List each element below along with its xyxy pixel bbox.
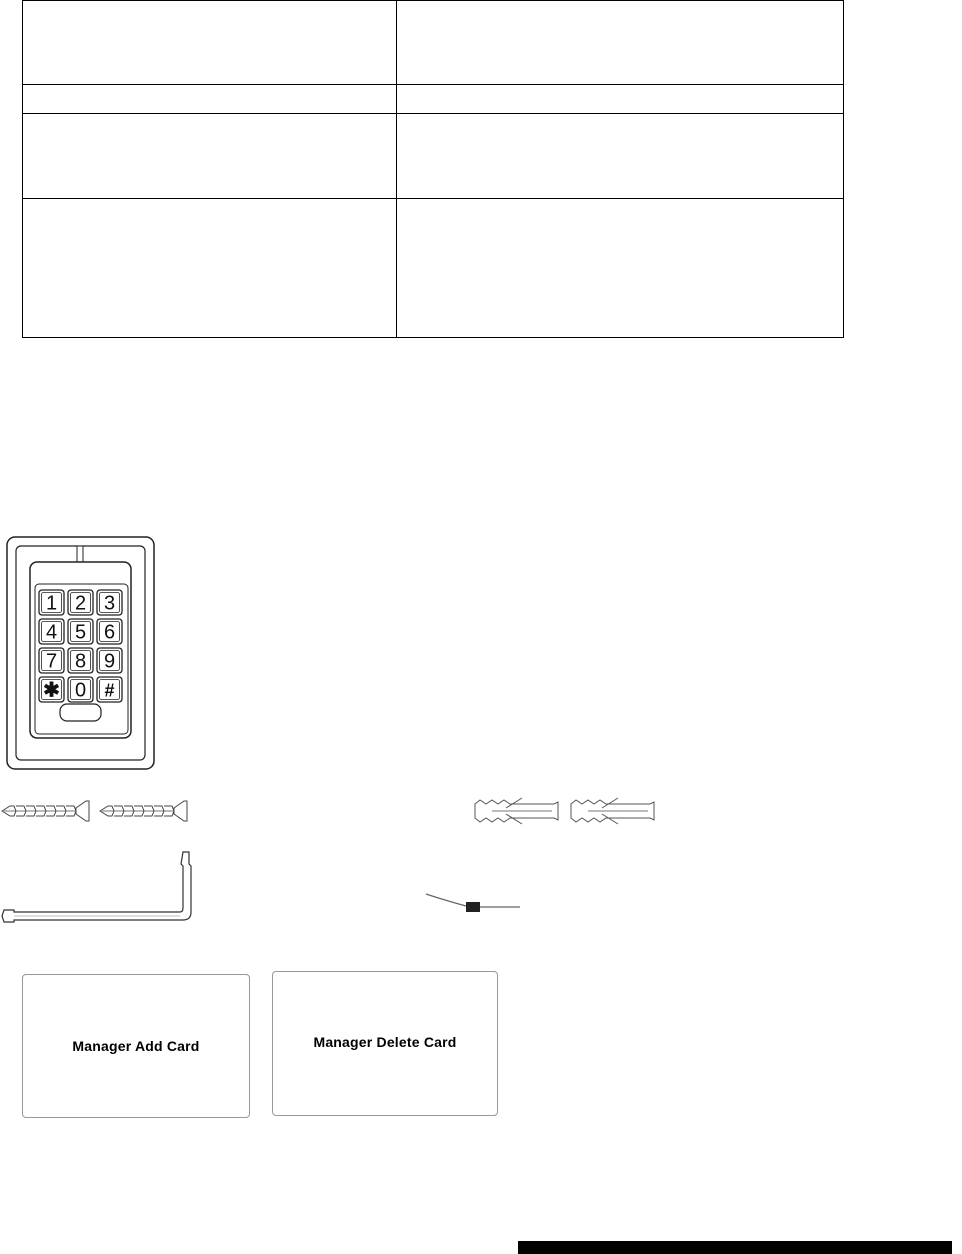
table-row <box>23 114 844 199</box>
footer-bar <box>518 1241 952 1254</box>
keypad-key-label: 9 <box>103 650 116 673</box>
keypad-key-label: ✱ <box>43 679 60 702</box>
keypad-key-label: 0 <box>74 679 87 702</box>
keypad-key-label: 2 <box>74 592 87 615</box>
table-cell <box>397 1 844 85</box>
spec-table <box>22 0 844 338</box>
diode-icon <box>424 888 522 918</box>
table-row <box>23 1 844 85</box>
star-wrench-icon <box>0 850 200 924</box>
keypad-key-label: 4 <box>45 621 58 644</box>
table-row <box>23 85 844 114</box>
keypad-key-label: 1 <box>45 592 58 615</box>
keypad-key-label: 5 <box>74 621 87 644</box>
table-cell <box>397 85 844 114</box>
table-cell <box>23 1 397 85</box>
table-cell <box>23 85 397 114</box>
keypad-key-label: 6 <box>103 621 116 644</box>
table-cell <box>397 114 844 199</box>
keypad-key-label: 8 <box>74 650 87 673</box>
keypad-key-label: # <box>104 680 115 701</box>
table-cell <box>23 199 397 338</box>
card-label: Manager Delete Card <box>313 1033 457 1050</box>
card-label: Manager Add Card <box>72 1038 200 1054</box>
screw-icon <box>98 797 190 825</box>
table-cell <box>397 199 844 338</box>
manager-add-card <box>22 974 250 1118</box>
table-row <box>23 199 844 338</box>
wall-anchor-icon <box>568 796 658 826</box>
wall-anchor-icon <box>472 796 562 826</box>
table-cell <box>23 114 397 199</box>
keypad-reader-icon <box>6 536 156 772</box>
screw-icon <box>0 797 92 825</box>
manager-delete-card <box>272 971 498 1116</box>
keypad-key-label: 3 <box>103 592 116 615</box>
keypad-key-label: 7 <box>45 650 58 673</box>
